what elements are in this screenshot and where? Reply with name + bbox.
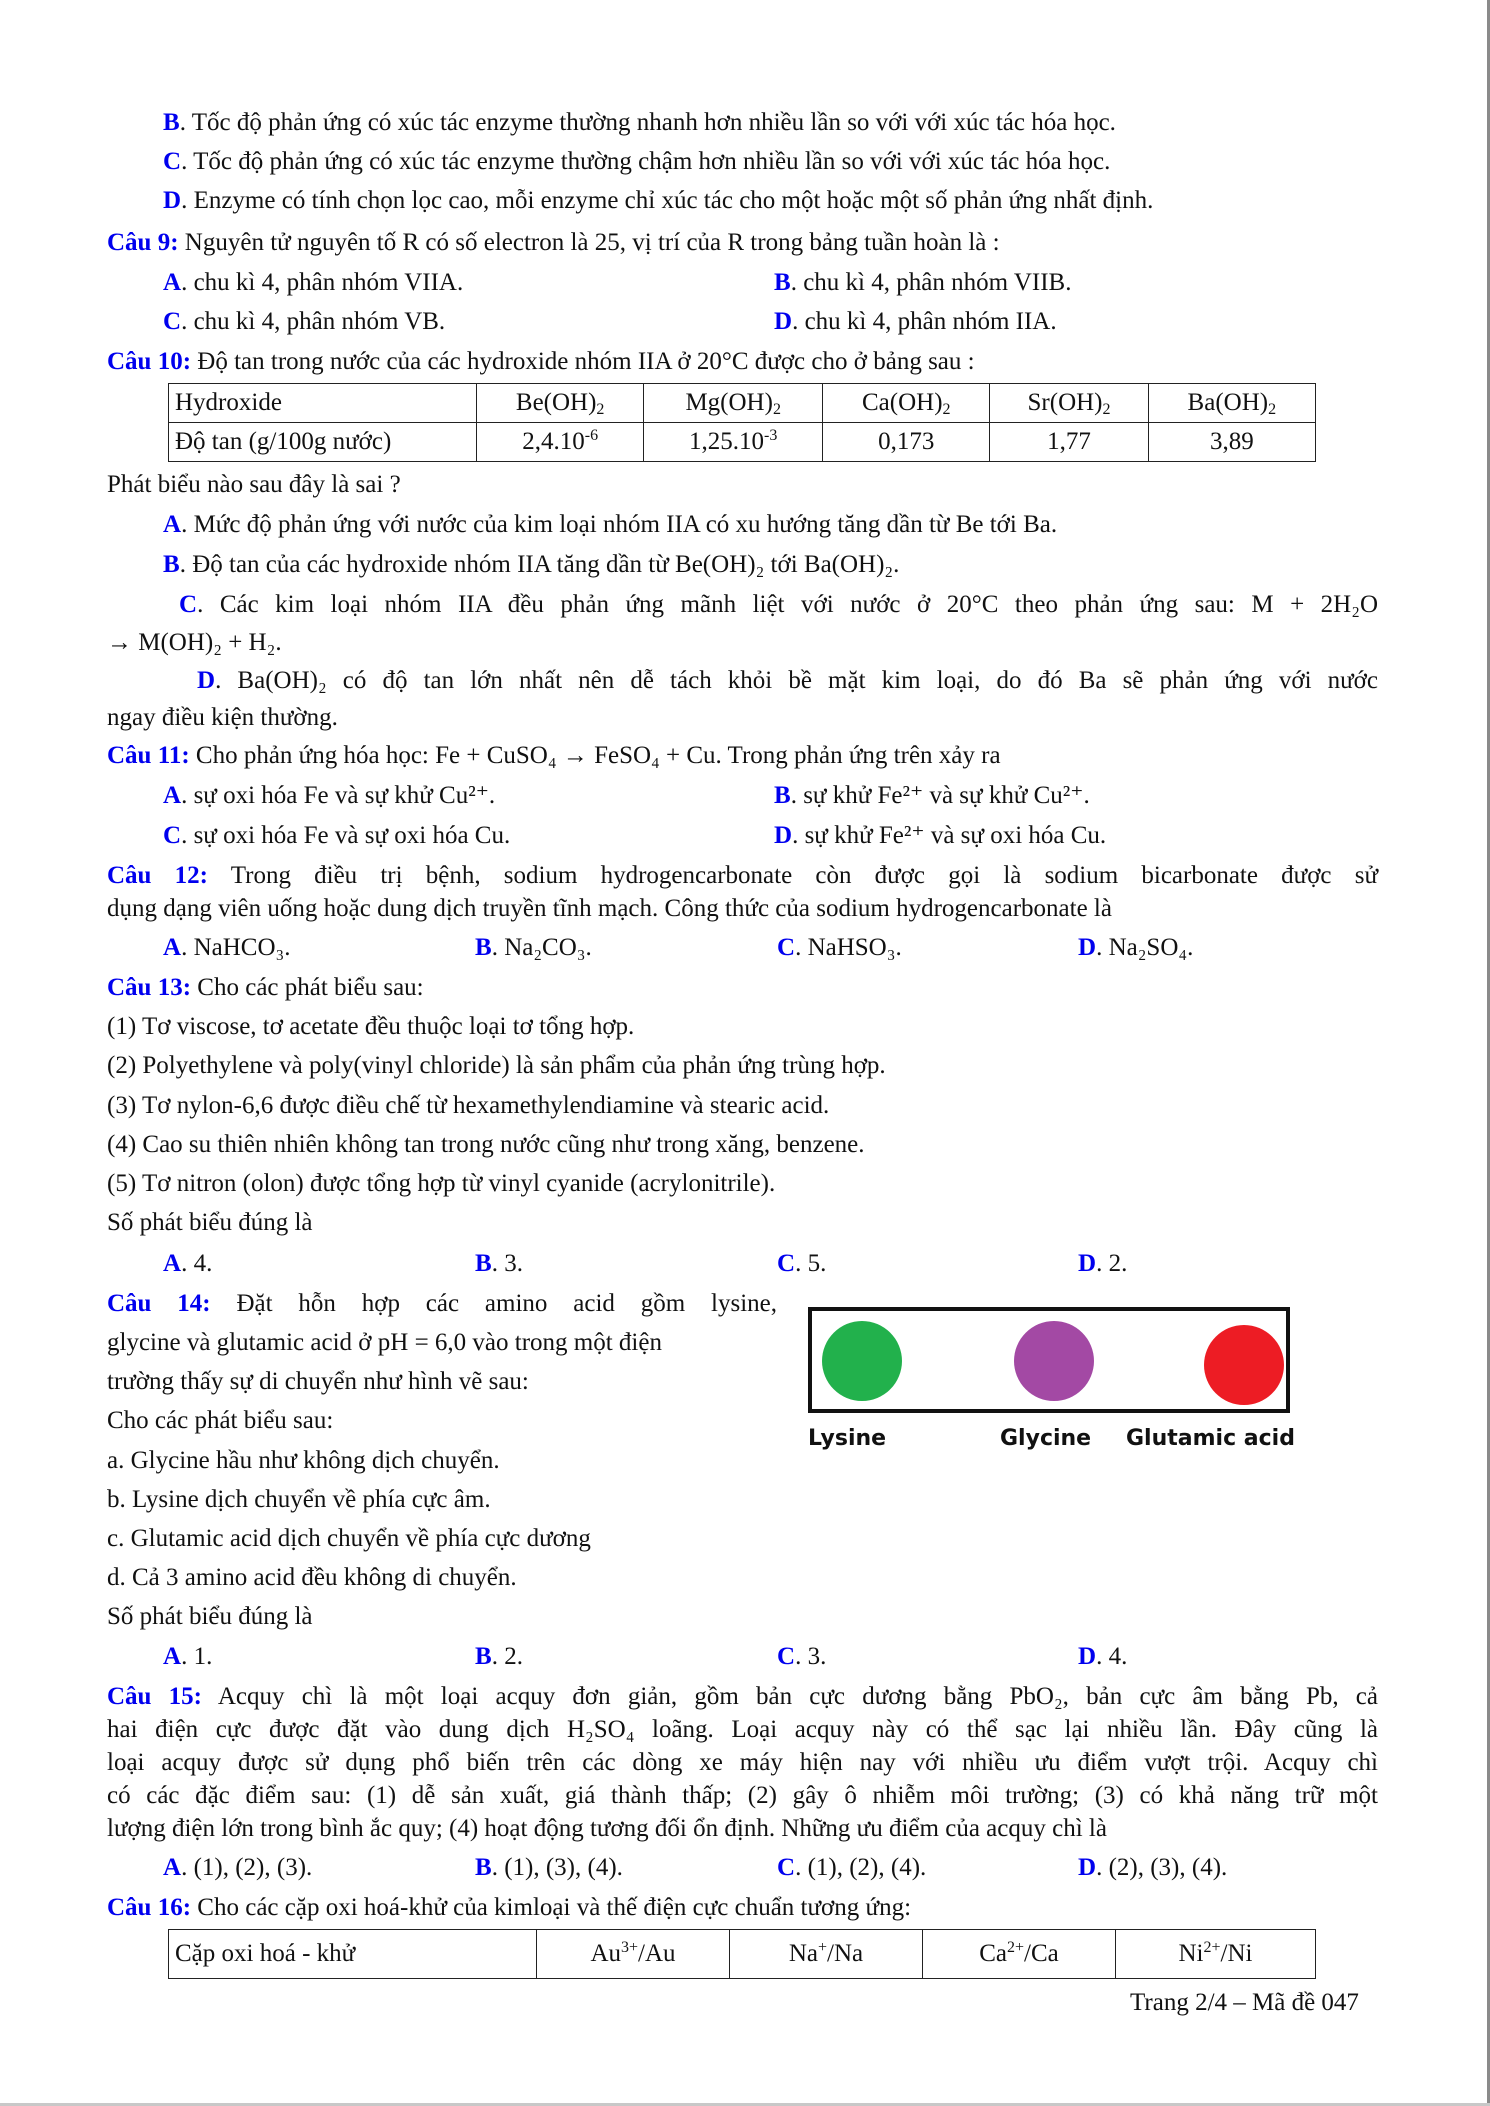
- q15-option-a: A. (1), (2), (3).: [163, 1854, 313, 1881]
- table-row: [169, 423, 1316, 462]
- table-cell: $Mg(OH)_2$: [644, 384, 823, 423]
- q14-option-a: A. 1.: [163, 1643, 213, 1670]
- q8-option-d: D. Enzyme có tính chọn lọc cao, mỗi enzyme chỉ xúc tác cho một hoặc một số phản ứng nhất định.: [163, 187, 1154, 214]
- q11-option-c: C. sự oxi hóa Fe và sự oxi hóa Cu.: [163, 822, 511, 849]
- table-cell: $Ni^{2+}/Ni$: [1116, 1930, 1316, 1979]
- q14-option-d: D. 4.: [1078, 1643, 1128, 1670]
- q11-option-b: B. sự khử Fe²⁺ và sự khử Cu²⁺.: [774, 782, 1090, 809]
- q13-option-b: B. 3.: [475, 1250, 523, 1277]
- table-cell: $1,25.10^{-3}$: [644, 423, 823, 462]
- q9-option-b: B. chu kì 4, phân nhóm VIIB.: [774, 269, 1072, 296]
- table-cell: 1,77: [990, 423, 1148, 462]
- q10-question: Phát biểu nào sau đây là sai ?: [107, 471, 401, 498]
- q8-option-c: C. Tốc độ phản ứng có xúc tác enzyme thường chậm hơn nhiều lần so với với xúc tác hóa học.: [163, 148, 1111, 175]
- q16-stem: Câu 16: Cho các cặp oxi hoá-khử của kimloại và thế điện cực chuẩn tương ứng:: [107, 1894, 912, 1921]
- table-cell: $Be(OH)_2$: [477, 384, 644, 423]
- q14-stem-cont: trường thấy sự di chuyển như hình vẽ sau:: [107, 1368, 529, 1395]
- q14-stem-cont: glycine và glutamic acid ở pH = 6,0 vào trong một điện: [107, 1329, 662, 1356]
- table-cell: $Ca(OH)_2$: [823, 384, 990, 423]
- q12-stem: Câu 12: Trong điều trị bệnh, sodium hydrogencarbonate còn được gọi là sodium bicarbonate được sử: [107, 862, 1378, 889]
- q13-option-a: A. 4.: [163, 1250, 213, 1277]
- q14-option-b: B. 2.: [475, 1643, 523, 1670]
- q15-stem-cont: lượng điện lớn trong bình ắc quy; (4) hoạt động tương đối ổn định. Những ưu điểm của acquy chì là: [107, 1815, 1107, 1842]
- lysine-dot: [822, 1321, 902, 1401]
- q14-question: Số phát biểu đúng là: [107, 1603, 313, 1630]
- q11-option-d: D. sự khử Fe²⁺ và sự oxi hóa Cu.: [774, 822, 1107, 849]
- q15-option-d: D. (2), (3), (4).: [1078, 1854, 1228, 1881]
- q15-option-c: C. (1), (2), (4).: [777, 1854, 927, 1881]
- q13-statement: (4) Cao su thiên nhiên không tan trong nước cũng như trong xăng, benzene.: [107, 1131, 865, 1158]
- q14-option-c: C. 3.: [777, 1643, 827, 1670]
- table-header-cell: Độ tan (g/100g nước): [169, 423, 477, 462]
- q14-stem: Câu 14: Đặt hỗn hợp các amino acid gồm lysine,: [107, 1290, 777, 1317]
- q15-stem: Câu 15: Acquy chì là một loại acquy đơn giản, gồm bản cực dương bằng PbO₂, bản cực âm bằng Pb, cả: [107, 1683, 1379, 1710]
- q8-option-b: B. Tốc độ phản ứng có xúc tác enzyme thường nhanh hơn nhiều lần so với với xúc tác hóa học.: [163, 109, 1116, 136]
- page-footer: Trang 2/4 – Mã đề 047: [1130, 1989, 1359, 2016]
- q12-option-a: A. NaHCO₃.: [163, 934, 291, 961]
- table-cell: $Au^{3+}/Au$: [537, 1930, 730, 1979]
- q12-stem-cont: dụng dạng viên uống hoặc dung dịch truyền tĩnh mạch. Công thức của sodium hydrogencarbonate là: [107, 895, 1112, 922]
- table-cell: Na+/Na: [730, 1930, 923, 1979]
- table-row: [169, 384, 1316, 423]
- q14-intro: Cho các phát biểu sau:: [107, 1407, 334, 1434]
- redox-pair-table: [168, 1929, 1316, 1979]
- q13-statement: (1) Tơ viscose, tơ acetate đều thuộc loại tơ tổng hợp.: [107, 1013, 635, 1040]
- q15-stem-cont: có các đặc điểm sau: (1) dễ sản xuất, giá thành thấp; (2) gây ô nhiễm môi trường; (3) có khả năng trữ một: [107, 1782, 1378, 1809]
- q9-stem: Câu 9: Nguyên tử nguyên tố R có số electron là 25, vị trí của R trong bảng tuần hoàn là :: [107, 229, 1000, 256]
- q13-stem: Câu 13: Cho các phát biểu sau:: [107, 974, 424, 1001]
- q15-stem-cont: loại acquy được sử dụng phổ biến trên các dòng xe máy hiện nay với nhiều ưu điểm vượt trội. Acquy chì: [107, 1749, 1378, 1776]
- q13-option-c: C. 5.: [777, 1250, 827, 1277]
- q10-stem: Câu 10: Độ tan trong nước của các hydroxide nhóm IIA ở 20°C được cho ở bảng sau :: [107, 348, 975, 375]
- q9-option-c: C. chu kì 4, phân nhóm VB.: [163, 308, 446, 335]
- q9-option-d: D. chu kì 4, phân nhóm IIA.: [774, 308, 1057, 335]
- q10-option-b: B. Độ tan của các hydroxide nhóm IIA tăng dần từ Be(OH)₂ tới Ba(OH)₂.: [163, 551, 900, 578]
- solubility-table: [168, 383, 1316, 462]
- q15-stem-cont: hai điện cực được đặt vào dung dịch H₂SO₄ loãng. Loại acquy này có thể sạc lại nhiều lần. Đây cũng là: [107, 1716, 1378, 1743]
- q11-option-a: A. sự oxi hóa Fe và sự khử Cu²⁺.: [163, 782, 496, 809]
- electrophoresis-figure: [808, 1307, 1290, 1413]
- table-cell: 3,89: [1148, 423, 1315, 462]
- q14-statement: d. Cả 3 amino acid đều không di chuyển.: [107, 1564, 517, 1591]
- q13-statement: (5) Tơ nitron (olon) được tổng hợp từ vinyl cyanide (acrylonitrile).: [107, 1170, 776, 1197]
- glutamic-acid-label: Glutamic acid: [1126, 1426, 1295, 1451]
- glycine-label: Glycine: [1000, 1426, 1092, 1451]
- q15-option-b: B. (1), (3), (4).: [475, 1854, 623, 1881]
- lysine-label: Lysine: [808, 1426, 887, 1451]
- table-header-cell: Hydroxide: [169, 384, 477, 423]
- q14-statement: b. Lysine dịch chuyển về phía cực âm.: [107, 1486, 491, 1513]
- glycine-dot: [1014, 1321, 1094, 1401]
- glutamic-acid-dot: [1204, 1325, 1284, 1405]
- table-header-cell: Cặp oxi hoá - khử: [169, 1930, 537, 1979]
- q13-statement: (3) Tơ nylon-6,6 được điều chế từ hexamethylendiamine và stearic acid.: [107, 1092, 830, 1119]
- table-cell: 0,173: [823, 423, 990, 462]
- table-row: [169, 1930, 1316, 1979]
- q14-statement: c. Glutamic acid dịch chuyển về phía cực dương: [107, 1525, 591, 1552]
- q10-option-c: C. Các kim loại nhóm IIA đều phản ứng mãnh liệt với nước ở 20°C theo phản ứng sau: M + 2H₂O: [179, 591, 1378, 618]
- q9-option-a: A. chu kì 4, phân nhóm VIIA.: [163, 269, 464, 296]
- table-cell: $Ba(OH)_2$: [1148, 384, 1315, 423]
- q10-option-a: A. Mức độ phản ứng với nước của kim loại nhóm IIA có xu hướng tăng dần từ Be tới Ba.: [163, 511, 1058, 538]
- q13-option-d: D. 2.: [1078, 1250, 1128, 1277]
- table-cell: $Ca^{2+}/Ca$: [923, 1930, 1116, 1979]
- q12-option-c: C. NaHSO₃.: [777, 934, 902, 961]
- q12-option-b: B. Na₂CO₃.: [475, 934, 592, 961]
- q11-stem: Câu 11: Cho phản ứng hóa học: Fe + CuSO₄ → FeSO₄ + Cu. Trong phản ứng trên xảy ra: [107, 742, 1001, 769]
- q13-question: Số phát biểu đúng là: [107, 1209, 313, 1236]
- q12-option-d: D. Na₂SO₄.: [1078, 934, 1194, 961]
- table-cell: $Sr(OH)_2$: [990, 384, 1148, 423]
- q10-option-d-cont: ngay điều kiện thường.: [107, 704, 338, 731]
- q10-option-d: D. Ba(OH)₂ có độ tan lớn nhất nên dễ tách khỏi bề mặt kim loại, do đó Ba sẽ phản ứng với nước: [197, 667, 1379, 694]
- table-cell: $2,4.10^{-6}$: [477, 423, 644, 462]
- q14-statement: a. Glycine hầu như không dịch chuyển.: [107, 1447, 500, 1474]
- q10-option-c-cont: → M(OH)₂ + H₂.: [107, 629, 282, 656]
- q13-statement: (2) Polyethylene và poly(vinyl chloride) là sản phẩm của phản ứng trùng hợp.: [107, 1052, 886, 1079]
